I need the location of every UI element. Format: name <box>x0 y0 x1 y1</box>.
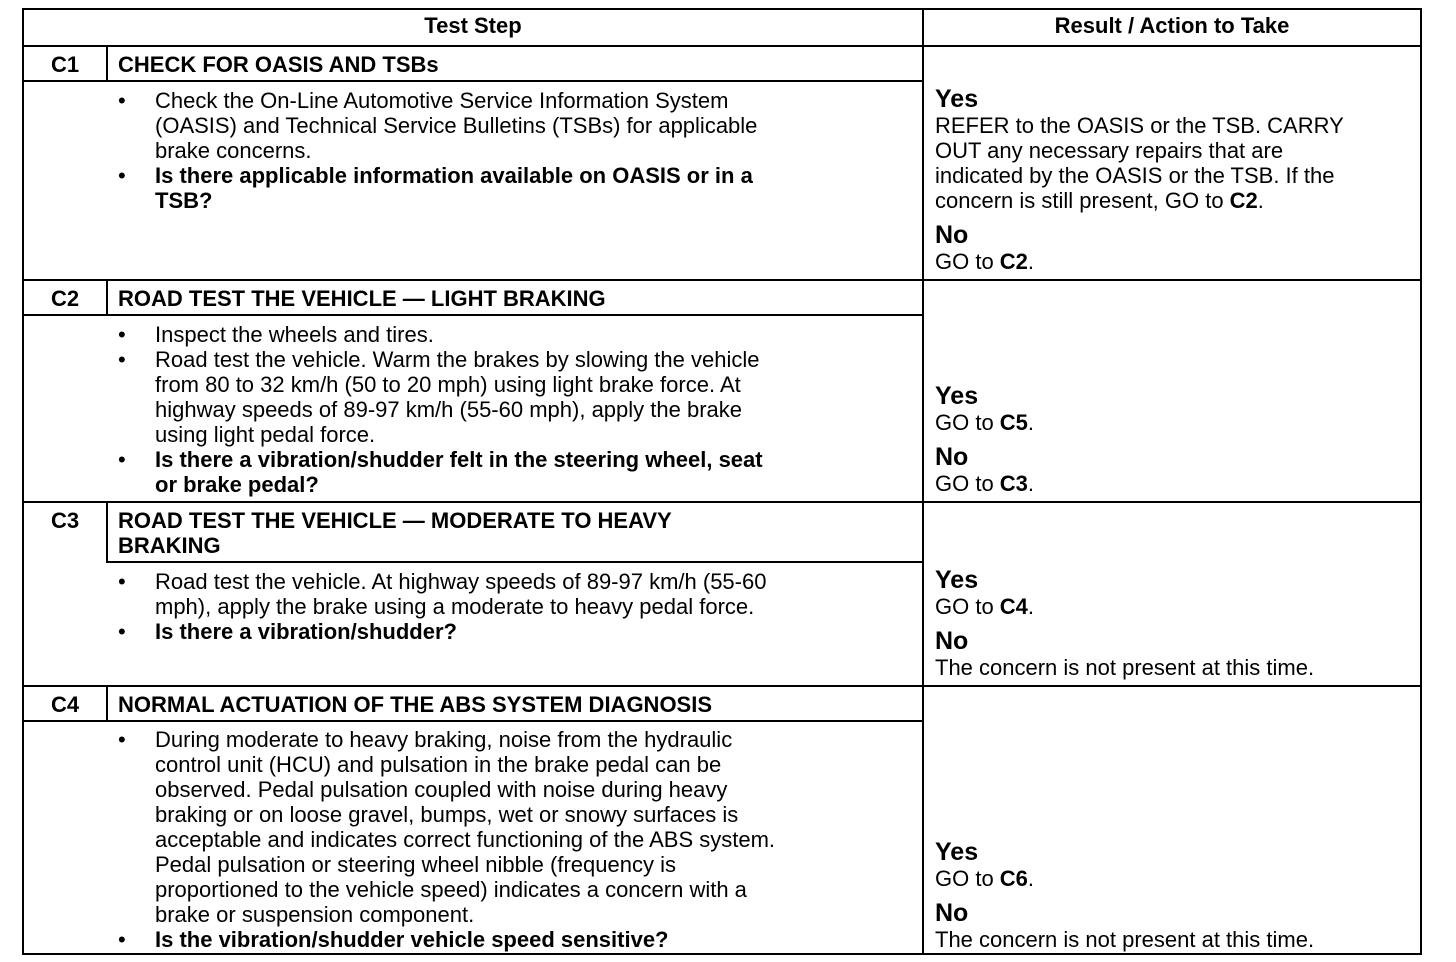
bullet-c2-3: • <box>118 447 126 472</box>
title-divider-c2 <box>24 314 922 316</box>
no-text-c2: GO to C3. <box>935 471 1035 496</box>
step-title-c4: NORMAL ACTUATION OF THE ABS SYSTEM DIAGNOSIS <box>118 692 713 717</box>
bullet-text-c1-2: Is there applicable information available on OASIS or in a TSB? <box>155 163 753 213</box>
step-id-c3: C3 <box>50 508 80 533</box>
step-id-c2: C2 <box>50 286 80 311</box>
yes-label-c4: Yes <box>935 838 979 866</box>
bullet-text-c4-1: During moderate to heavy braking, noise from the hydraulic control unit (HCU) and pulsation in the brake pedal can be observed. Pedal pulsation coupled with noise during heavy braking or on loose gravel, bumps, wet or snowy surfaces is acceptable and indicates correct functioning of the ABS system. Pedal pulsation or steering wheel nibble (frequency is proportioned to the vehicle speed) indicates a concern with a brake or suspension component. <box>155 727 776 927</box>
row-divider-c2 <box>24 501 1420 503</box>
yes-label-c2: Yes <box>935 382 979 410</box>
bullet-c1-1: • <box>118 88 126 113</box>
column-divider <box>922 10 924 955</box>
yes-label-c3: Yes <box>935 566 979 594</box>
bullet-c2-2: • <box>118 347 126 372</box>
bullet-c2-1: • <box>118 322 126 347</box>
yes-ref-c3: C4 <box>999 594 1028 619</box>
bullet-c3-2: • <box>118 619 126 644</box>
no-text-c3: The concern is not present at this time. <box>935 655 1315 680</box>
no-text-c4: The concern is not present at this time. <box>935 927 1315 952</box>
header-result-action: Result / Action to Take <box>1054 13 1290 38</box>
bullet-c3-1: • <box>118 569 126 594</box>
no-label-c2: No <box>935 443 969 471</box>
no-label-c3: No <box>935 627 969 655</box>
header-divider <box>24 45 1420 47</box>
step-title-c3: ROAD TEST THE VEHICLE — MODERATE TO HEAVY BRAKING <box>118 508 672 558</box>
bullet-c4-2: • <box>118 927 126 952</box>
yes-label-c1: Yes <box>935 85 979 113</box>
title-divider-c3 <box>106 561 922 563</box>
bullet-text-c3-2: Is there a vibration/shudder? <box>155 619 457 644</box>
yes-ref-c2: C5 <box>999 410 1028 435</box>
no-label-c1: No <box>935 221 969 249</box>
id-divider-c3 <box>106 501 108 563</box>
bullet-c4-1: • <box>118 727 126 752</box>
title-divider-c4 <box>24 720 922 722</box>
yes-text-c1: REFER to the OASIS or the TSB. CARRY OUT any necessary repairs that are indicated by the OASIS or the TSB. If the concern is still present, GO to C2. <box>935 113 1344 213</box>
title-divider-c1 <box>24 80 922 82</box>
step-title-c2: ROAD TEST THE VEHICLE — LIGHT BRAKING <box>118 286 606 311</box>
step-title-c1: CHECK FOR OASIS AND TSBs <box>118 52 439 77</box>
bullet-c1-2: • <box>118 163 126 188</box>
bullet-text-c3-1: Road test the vehicle. At highway speeds of 89-97 km/h (55-60 mph), apply the brake using a moderate to heavy pedal force. <box>155 569 767 619</box>
step-id-c4: C4 <box>50 692 80 717</box>
no-label-c4: No <box>935 899 969 927</box>
id-divider-c1 <box>106 45 108 82</box>
diagnostic-test-table <box>22 8 1422 955</box>
row-divider-c1 <box>24 279 1420 281</box>
id-divider-c4 <box>106 685 108 722</box>
step-id-c1: C1 <box>50 52 80 77</box>
bullet-text-c1-1: Check the On-Line Automotive Service Information System (OASIS) and Technical Service Bulletins (TSBs) for applicable brake concerns. <box>155 88 758 163</box>
no-text-c1: GO to C2. <box>935 249 1035 274</box>
yes-text-c3: GO to C4. <box>935 594 1035 619</box>
bullet-text-c4-2: Is the vibration/shudder vehicle speed sensitive? <box>155 927 669 952</box>
header-test-step: Test Step <box>424 13 522 38</box>
no-ref-c1: C2 <box>999 249 1028 274</box>
yes-ref-c4: C6 <box>999 866 1028 891</box>
row-divider-c3 <box>24 685 1420 687</box>
no-ref-c2: C3 <box>999 471 1028 496</box>
yes-text-c4: GO to C6. <box>935 866 1035 891</box>
id-divider-c2 <box>106 279 108 316</box>
yes-ref-c1: C2 <box>1229 188 1258 213</box>
bullet-text-c2-3: Is there a vibration/shudder felt in the steering wheel, seat or brake pedal? <box>155 447 763 497</box>
yes-text-c2: GO to C5. <box>935 410 1035 435</box>
bullet-text-c2-2: Road test the vehicle. Warm the brakes by slowing the vehicle from 80 to 32 km/h (50 to 20 mph) using light brake force. At highway speeds of 89-97 km/h (55-60 mph), apply the brake using light pedal force. <box>155 347 760 447</box>
bullet-text-c2-1: Inspect the wheels and tires. <box>155 322 434 347</box>
